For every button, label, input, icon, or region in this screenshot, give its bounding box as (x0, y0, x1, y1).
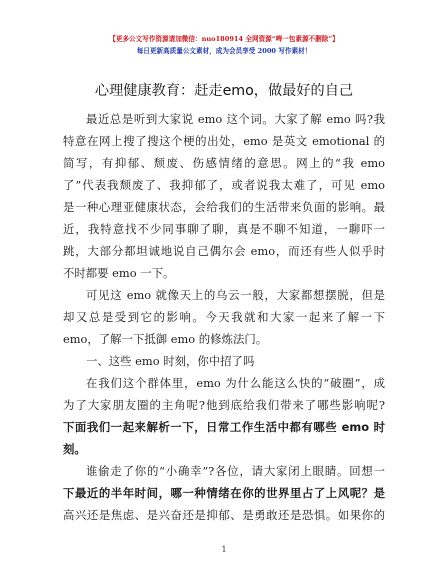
body-line: 了”代表我颓废了、我抑郁了，或者说我太难了，可见 emo (63, 178, 385, 192)
body-line: emo，了解一下抵御 emo 的修炼法门。 (63, 332, 268, 346)
body-line: 是一种心理亚健康状态，会给我们的生活带来负面的影响。最 (63, 200, 385, 214)
body-line: 高兴还是焦虑、是兴奋还是抑郁、是勇敢还是恐惧。如果你的 (63, 508, 385, 522)
body-line: 不时都要 emo 一下。 (63, 266, 175, 280)
section-heading: 一、这些 emo 时刻，你中招了吗 (86, 354, 255, 368)
document-title: 心理健康教育：赶走emo，做最好的自己 (94, 83, 354, 99)
body-line-bold: 下面我们一起来解析一下，日常工作生活中都有哪些 emo 时 (63, 420, 385, 434)
body-line: 在我们这个群体里，emo 为什么能这么快的“破圈”，成 (86, 376, 385, 390)
body-line: 为了大家朋友圈的主角呢?他到底给我们带来了哪些影响呢? (63, 398, 385, 412)
body-line: 可见这 emo 就像天上的乌云一般，大家都想摆脱，但是 (86, 288, 385, 302)
body-line: 最近总是听到大家说 emo 这个词。大家了解 emo 吗?我 (86, 112, 385, 126)
body-line: 谁偷走了你的“小确幸”?各位，请大家闭上眼睛。回想一 (86, 464, 385, 478)
promo-banner-line-1: 【更多公文写作资源请加微信：nuo180914 全网资源“啤一包素源不删除”】 (109, 35, 339, 43)
body-line: 却又总是受到它的影响。今天我就和大家一起来了解一下 (63, 310, 385, 324)
body-line-bold: 下最近的半年时间，哪一种情绪在你的世界里占了上风呢？是 (63, 486, 385, 500)
body-line-bold: 刻。 (63, 442, 86, 456)
page-number: 1 (221, 545, 227, 554)
promo-banner-line-2: 每日更新高质量公文素材，成为会员享受 2000 写作素材！ (136, 47, 312, 55)
body-line: 近，我特意找不少同事聊了聊，真是不聊不知道，一聊吓一 (63, 222, 385, 236)
body-line: 跳，大部分都坦诚地说自己偶尔会 emo，而还有些人似乎时 (63, 244, 385, 258)
body-line: 特意在网上搜了搜这个梗的出处，emo 是英文 emotional 的 (63, 134, 385, 148)
body-line: 简写，有抑郁、颓废、伤感情绪的意思。网上的“我 emo (63, 156, 385, 170)
